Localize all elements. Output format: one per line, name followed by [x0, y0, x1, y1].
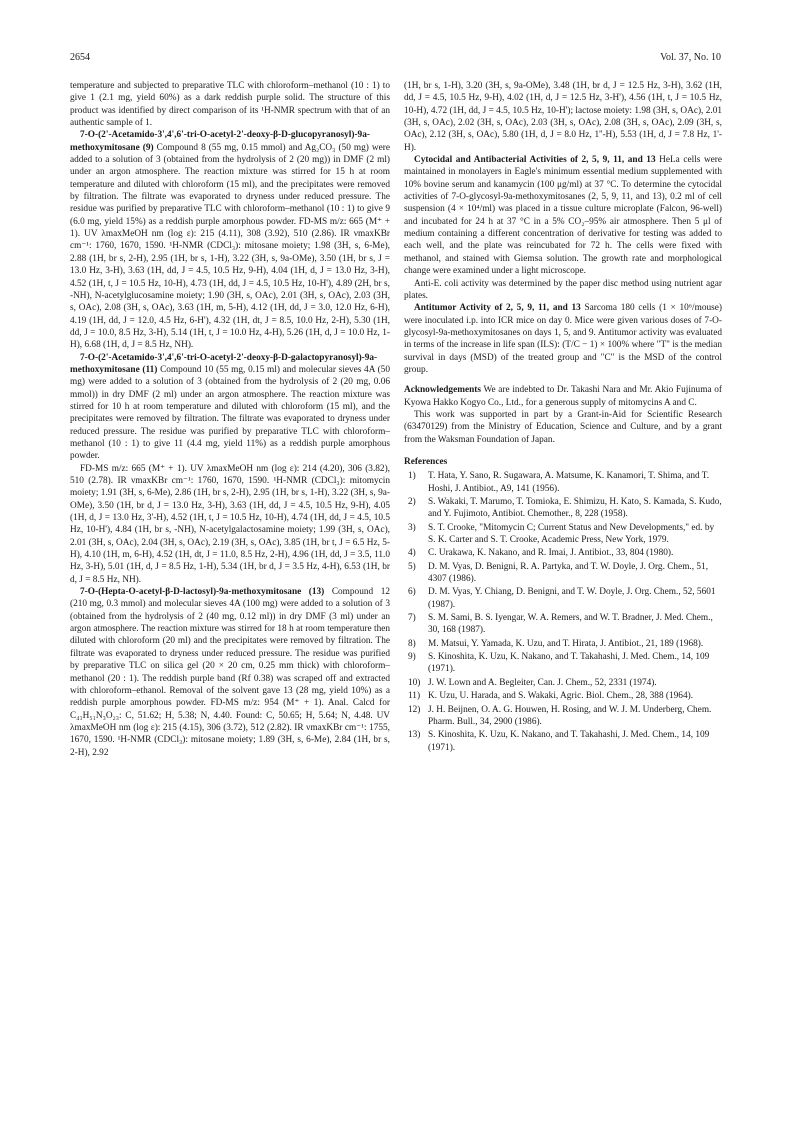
- paragraph-text: This work was supported in part by a Grant-in-Aid for Scientific Research (63470129) from the Ministry of Education, Science and Culture, and by a grant from the Waksman Foundation of Japan.: [404, 409, 722, 445]
- paragraph-text: Compound 10 (55 mg, 0.15 ml) and molecular sieves 4A (50 mg) were added to a solution of 3 (obtained from the hydrolysis of 2 (20 mg, 0.06 mmol)) in dry DMF (2 ml) under an argon atmosphere. The reaction mixture was stirred for 10 h at room temperature and diluted with chloroform (15 ml), and the precipitates were removed by filtration. The filtrate was evaporated to dryness under reduced pressure. The residue was purified by preparative TLC with chloroform–methanol (10 : 1) to give 11 (4.4 mg, yield 11%) as a reddish purple amorphous powder.: [70, 364, 390, 462]
- journal-volume: Vol. 37, No. 10: [660, 52, 721, 63]
- paragraph: [404, 278, 722, 303]
- reference-number: 10): [408, 677, 421, 688]
- paragraph: [404, 384, 722, 409]
- reference-number: 4): [408, 548, 416, 559]
- reference-number: 12): [408, 704, 421, 715]
- paragraph: [70, 463, 390, 586]
- paragraph: [404, 80, 722, 154]
- left-column: [70, 80, 390, 759]
- reference-item: [404, 729, 722, 754]
- reference-item: [404, 496, 722, 521]
- reference-item: [404, 677, 722, 689]
- paragraph: [404, 154, 722, 277]
- paragraph-text: Sarcoma 180 cells (1 × 10⁶/mouse) were inoculated i.p. into ICR mice on day 0. Mice were given various doses of 7-O-glycosyl-9a-methoxymitosanes on days 1, 5, and 9. Antitumor activity was evaluated in terms of the increase in life span (ILS): (T/C − 1) × 100% where "T" is the median survival in days (MSD) of the treated group and "C" is the MSD of the control group.: [404, 303, 722, 375]
- reference-item: [404, 561, 722, 586]
- compound-9-heading: 7-O-(2'-Acetamido-3',4',6'-tri-O-acetyl-2'-deoxy-β-D-glucopyranosyl)-9a-methoxymitosane (9): [70, 130, 370, 153]
- compound-11-heading: 7-O-(2'-Acetamido-3',4',6'-tri-O-acetyl-2'-deoxy-β-D-galactopyranosyl)-9a-methoxymitosane (11): [70, 352, 378, 375]
- reference-item: [404, 522, 722, 547]
- paragraph: [404, 409, 722, 446]
- paragraph-text: Compound 12 (210 mg, 0.3 mmol) and molecular sieves 4A (100 mg) were added to a solution of 3 (obtained from the hydrolysis of 2 (40 mg, 0.12 ml)) in dry DMF (3 ml) under an argon atmosphere. The reaction mixture was stirred for 18 h at room temperature then diluted with chloroform (20 ml) and the precipitates were removed by filtration. The filtrate was evaporated to dryness under reduced pressure. The residue was purified by preparative TLC on silica gel (20 × 20 cm, 0.25 mm thick) with chloroform–methanol (20 : 1). The reddish purple band (Rf 0.38) was scraped off and extracted with chloroform–ethanol. Removal of the solvent gave 13 (28 mg, yield 10%) as a reddish purple amorphous powder. FD-MS m/z: 954 (M⁺ + 1). Anal. Calcd for C₄₁H₅₁N₃O₂₃: C, 51.62; H, 5.38; N, 4.40. Found: C, 50.65; H, 5.64; N, 4.48. UV λmaxMeOH nm (log ε): 215 (4.15), 306 (3.72), 512 (2.82). IR νmaxKBr cm⁻¹: 1755, 1670, 1590. ¹H-NMR (CDCl₃): mitosane moiety; 1.89 (3H, s, 6-Me), 2.84 (1H, br s, 2-H), 2.92: [70, 587, 390, 758]
- paragraph-text: (1H, br s, 1-H), 3.20 (3H, s, 9a-OMe), 3.48 (1H, br d, J = 12.5 Hz, 3-H), 3.62 (1H, dd, J = 4.5, 10.5 Hz, 9-H), 4.02 (1H, d, J = 12.5 Hz, 3-H'), 4.56 (1H, t, J = 10.5 Hz, 10-H), 4.72 (1H, dd, J = 4.5, 10.5 Hz, 10-H'); lactose moiety: 1.98 (3H, s, OAc), 2.01 (3H, s, OAc), 2.02 (3H, s, OAc), 2.03 (3H, s, OAc), 2.08 (3H, s, OAc), 2.09 (3H, s, OAc), 2.12 (3H, s, OAc), 5.80 (1H, d, J = 8.0 Hz, 1''-H), 5.53 (1H, d, J = 7.8 Hz, 1'-H).: [404, 81, 722, 153]
- paragraph: [404, 302, 722, 376]
- cytocidal-heading: Cytocidal and Antibacterial Activities of 2, 5, 9, 11, and 13: [414, 155, 656, 166]
- paragraph-text: FD-MS m/z: 665 (M⁺ + 1). UV λmaxMeOH nm (log ε): 214 (4.20), 306 (3.82), 510 (2.78). IR νmaxKBr cm⁻¹: 1760, 1670, 1590. ¹H-NMR (CDCl₃): mitomycin moiety; 1.91 (3H, s, 6-Me), 2.86 (1H, br s, 2-H), 2.95 (1H, br s, 1-H), 3.22 (3H, s, 9a-OMe), 3.50 (1H, br d, J = 13.0 Hz, 3-H), 3.63 (1H, dd, J = 4.5, 10.5 Hz, 9-H), 4.05 (1H, d, J = 13.0 Hz, 3'-H), 4.52 (1H, t, J = 10.5 Hz, 10-H), 4.74 (1H, dd, J = 4.5, 10.5 Hz, 10-H'), 4.84 (1H, br s, -NH), N-acetylgalactosamine moiety; 1.99 (3H, s, OAc), 2.01 (3H, s, OAc), 2.04 (3H, s, OAc), 2.19 (3H, s, OAc), 3.85 (1H, br t, J = 6.5 Hz, 5-H), 4.10 (1H, m, 6-H), 4.52 (1H, dt, J = 11.0, 8.5 Hz, 2-H), 4.96 (1H, dd, J = 3.5, 11.0 Hz, 3-H), 5.01 (1H, d, J = 8.5 Hz, 1-H), 5.34 (1H, br d, J = 3.5 Hz, 4-H), 6.53 (1H, br d, J = 8.5 Hz, NH).: [70, 463, 390, 585]
- reference-item: [404, 638, 722, 650]
- paragraph-text: Compound 8 (55 mg, 0.15 mmol) and Ag₂CO₃ (50 mg) were added to a solution of 3 (obtained from the hydrolysis of 2 (20 mg)) in DMF (2 ml) under an argon atmosphere. The reaction mixture was stirred for 15 h at room temperature and diluted with chloroform (15 ml), and the precipitates were removed by filtration. The filtrate was evaporated to dryness under reduced pressure. The residue was purified by preparative TLC with chloroform–methanol (10 : 1) to give 9 (6.0 mg, yield 15%) as a reddish purple amorphous powder. FD-MS m/z: 665 (M⁺ + 1). UV λmaxMeOH nm (log ε): 215 (4.11), 308 (3.92), 510 (2.86). IR νmaxKBr cm⁻¹: 1760, 1670, 1590. ¹H-NMR (CDCl₃): mitosane moiety; 1.98 (3H, s, 6-Me), 2.88 (1H, br s, 2-H), 2.95 (1H, br s, 1-H), 3.22 (3H, s, 9a-OMe), 3.50 (1H, br s, J = 13.0 Hz, 3-H), 3.63 (1H, dd, J = 4.5, 10.5 Hz, 9-H), 4.04 (1H, d, J = 13.0 Hz, 3-H), 4.52 (1H, t, J = 10.5 Hz, 10-H), 4.73 (1H, dd, J = 4.5, 10.5 Hz, 10-H'), 4.89 (2H, br s, -NH), N-acetylglucosamine moiety; 1.90 (3H, s, OAc), 2.01 (3H, s, OAc), 2.03 (3H, s, OAc), 2.08 (3H, s, OAc), 3.63 (1H, m, 5-H), 4.12 (1H, dd, J = 3.0, 12.0 Hz, 6-H), 4.19 (1H, dd, J = 12.0, 4.5 Hz, 6-H'), 4.32 (1H, dt, J = 8.5, 10.0 Hz, 2-H), 5.30 (1H, dd, J = 10.0, 8.5 Hz, 3-H), 5.14 (1H, t, J = 10.0 Hz, 4-H), 5.26 (1H, d, J = 10.0 Hz, 1-H), 6.68 (1H, d, J = 8.5 Hz, NH).: [70, 142, 390, 351]
- reference-number: 8): [408, 638, 416, 649]
- paragraph-text: We are indebted to Dr. Takashi Nara and Mr. Akio Fujinuma of Kyowa Hakko Kogyo Co., Ltd., for a generous supply of mitomycins A and C.: [404, 385, 722, 408]
- reference-text: S. T. Crooke, "Mitomycin C; Current Status and New Developments," ed. by S. K. Carter and S. T. Crooke, Academic Press, New York, 1979.: [428, 522, 715, 546]
- reference-text: J. H. Beijnen, O. A. G. Houwen, H. Rosing, and W. J. M. Underberg, Chem. Pharm. Bull., 34, 2900 (1986).: [428, 704, 712, 727]
- reference-item: [404, 704, 722, 729]
- reference-number: 5): [408, 561, 416, 572]
- right-column: [404, 80, 722, 755]
- paragraph: [70, 586, 390, 759]
- reference-number: 2): [408, 497, 416, 507]
- paragraph-text: HeLa cells were maintained in monolayers in Eagle's minimum essential medium supplemented with 10% bovine serum and kanamycin (100 μg/ml) at 37 °C. To determine the cytocidal activities of 7-O-glycosyl-9a-methoxymitosanes (2, 5, 9, 11, and 13), 0.2 ml of cell suspension (4 × 10⁴/ml) was placed in a tissue culture microplate (Falcon, 96-well) and incubated for 24 h at 37 °C in a 5% CO₂–95% air atmosphere. Then 5 μl of medium containing a different concentration of derivative for testing was added to each well, and the plate was reincubated for 72 h. The cells were fixed with methanol, and stained with Giemsa solution. The growth rate and morphological change were examined under a light microscope.: [404, 155, 723, 277]
- reference-item: [404, 690, 722, 702]
- reference-text: T. Hata, Y. Sano, R. Sugawara, A. Matsume, K. Kanamori, T. Shima, and T. Hoshi, J. Antibiot., A9, 141 (1956).: [428, 471, 710, 494]
- reference-text: S. Kinoshita, K. Uzu, K. Nakano, and T. Takahashi, J. Med. Chem., 14, 109 (1971).: [428, 652, 710, 675]
- reference-text: S. Kinoshita, K. Uzu, K. Nakano, and T. Takahashi, J. Med. Chem., 14, 109 (1971).: [428, 730, 710, 753]
- reference-text: M. Matsui, Y. Yamada, K. Uzu, and T. Hirata, J. Antibiot., 21, 189 (1968).: [428, 638, 704, 649]
- antitumor-heading: Antitumor Activity of 2, 5, 9, 11, and 13: [414, 303, 581, 314]
- page-number: 2654: [70, 52, 90, 63]
- reference-number: 11): [408, 691, 421, 702]
- reference-text: J. W. Lown and A. Begleiter, Can. J. Chem., 52, 2331 (1974).: [428, 677, 657, 688]
- reference-item: [404, 547, 722, 559]
- paragraph: [70, 129, 390, 351]
- reference-text: D. M. Vyas, D. Benigni, R. A. Partyka, and T. W. Doyle, J. Org. Chem., 51, 4307 (1986).: [428, 561, 709, 585]
- reference-text: C. Urakawa, K. Nakano, and R. Imai, J. Antibiot., 33, 804 (1980).: [428, 548, 674, 559]
- reference-number: 6): [408, 587, 416, 598]
- reference-number: 13): [408, 730, 421, 741]
- paragraph-text: Anti-E. coli activity was determined by the paper disc method using nutrient agar plates.: [404, 278, 722, 301]
- reference-list: [404, 470, 722, 754]
- acknowledgements-heading: Acknowledgements: [404, 385, 481, 396]
- reference-text: D. M. Vyas, Y. Chiang, D. Benigni, and T. W. Doyle, J. Org. Chem., 52, 5601 (1987).: [428, 587, 716, 610]
- paragraph: [70, 352, 390, 463]
- reference-text: K. Uzu, U. Harada, and S. Wakaki, Agric. Biol. Chem., 28, 388 (1964).: [428, 691, 694, 702]
- reference-text: S. M. Sami, B. S. Iyengar, W. A. Remers, and W. T. Bradner, J. Med. Chem., 30, 168 (1987).: [428, 613, 713, 636]
- reference-number: 7): [408, 613, 416, 624]
- paragraph-text: temperature and subjected to preparative TLC with chloroform–methanol (10 : 1) to give 1 (2.1 mg, yield 60%) as a dark reddish purple solid. The structure of this product was identified by direct comparison of its ¹H-NMR spectrum with that of an authentic sample of 1.: [70, 81, 390, 129]
- reference-item: [404, 586, 722, 611]
- references-title: References: [404, 456, 448, 467]
- reference-item: [404, 651, 722, 676]
- reference-text: S. Wakaki, T. Marumo, T. Tomioka, E. Shimizu, H. Kato, S. Kamada, S. Kudo, and Y. Fujimoto, Antibiot. Chemother., 8, 228 (1958).: [428, 497, 722, 520]
- reference-item: [404, 612, 722, 637]
- compound-13-heading: 7-O-(Hepta-O-acetyl-β-D-lactosyl)-9a-methoxymitosane (13): [80, 587, 325, 598]
- reference-number: 1): [408, 471, 416, 482]
- reference-number: 9): [408, 652, 416, 663]
- reference-item: [404, 470, 722, 495]
- reference-number: 3): [408, 522, 416, 533]
- paragraph: [70, 80, 390, 129]
